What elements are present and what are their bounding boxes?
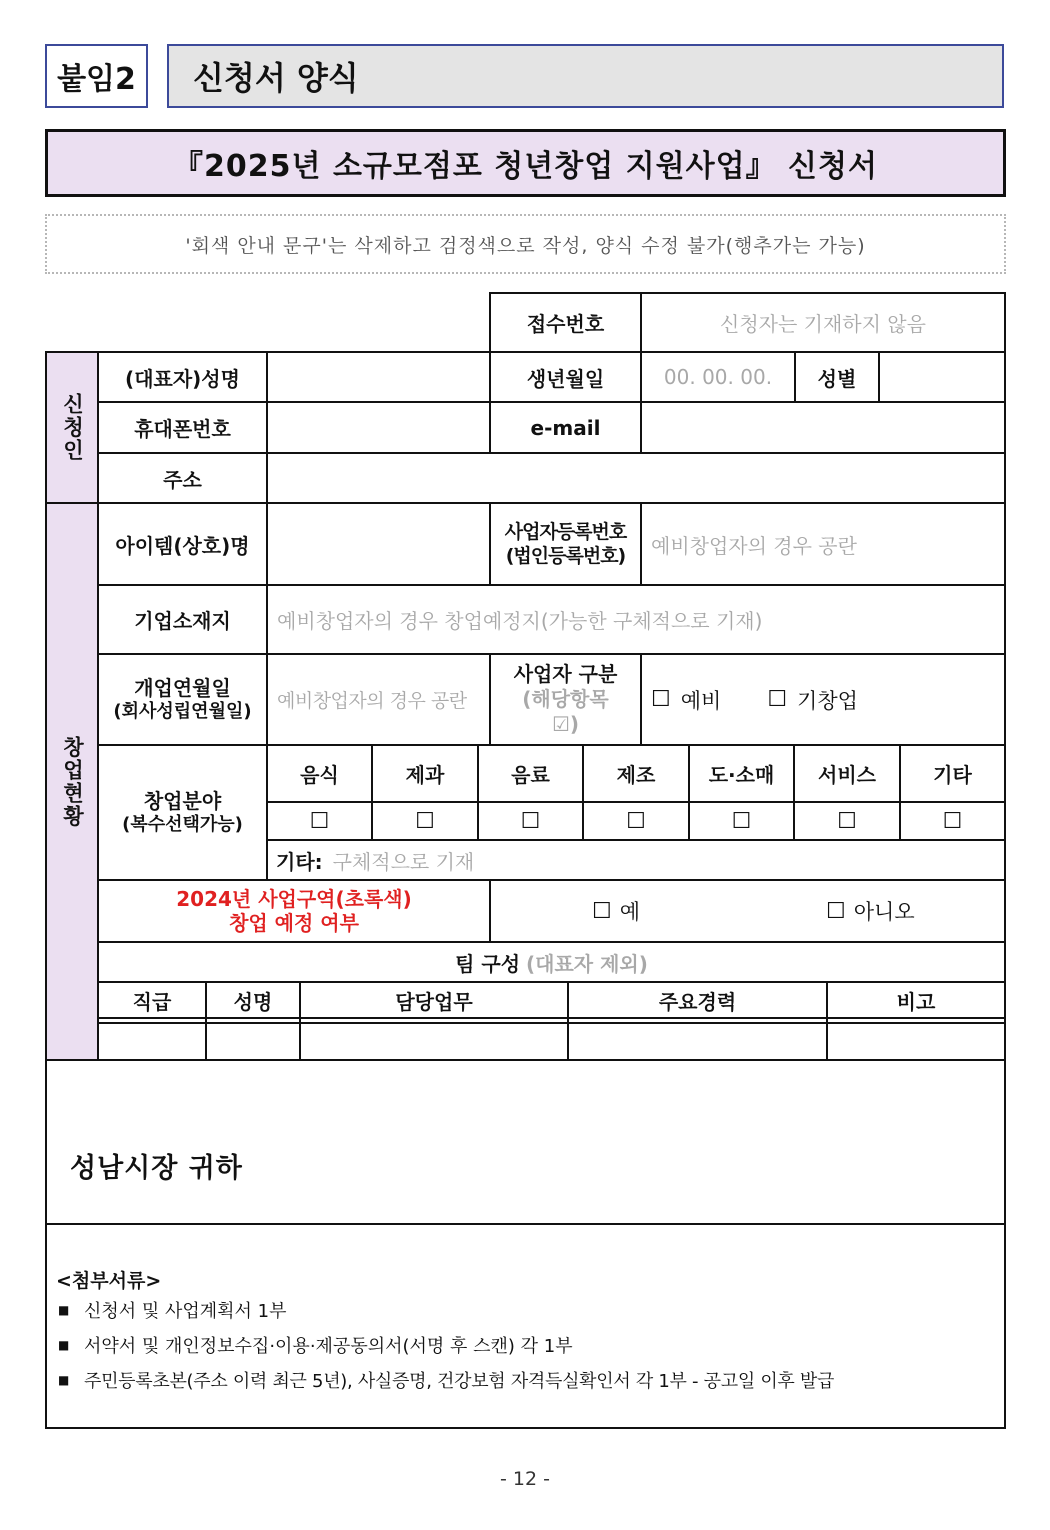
team-row-name[interactable] [206,1023,300,1060]
business-type-title: 사업자 구분 [513,662,618,686]
business-type-label [490,654,641,745]
bullet-icon: ■ [58,1372,70,1387]
address-label: 주소 [163,467,202,492]
applicant-section-label [46,352,98,502]
phone-field[interactable] [267,402,490,453]
business-type-hint-2: ☑) [551,712,580,736]
email-label: e-mail [530,415,601,440]
item-name-label: 아이템(상호)명 [115,533,250,558]
team-header-position: 직급 [132,989,172,1014]
item-name-field[interactable] [267,503,490,585]
field-header-retail: 도·소매 [708,763,775,787]
team-title: 팀 구성 [455,951,521,976]
open-date-label [98,654,267,745]
page-number: - 12 - [500,1468,550,1490]
other-field-label: 기타: [276,849,323,874]
team-header-duty: 담당업무 [395,989,473,1014]
open-date-label-line1: 개업연월일 [134,675,231,700]
attachment-item [58,1362,998,1397]
bullet-icon: ■ [58,1337,70,1352]
registration-number-label-line2: (법인등록번호) [505,545,626,567]
attachments-list [58,1292,998,1397]
email-field[interactable] [641,402,1005,453]
business-type-hint-1: (해당항목 [522,687,609,711]
registration-number-label-line1: 사업자등록번호 [504,521,627,543]
attachments-title: <첨부서류> [56,1270,162,1292]
field-header-food: 음식 [300,763,339,787]
business-field-label-line2: (복수선택가능) [122,813,243,835]
name-field[interactable] [267,352,490,402]
team-header-note: 비고 [896,989,936,1014]
checkbox-service[interactable]: ☐ [837,808,857,834]
field-header-other: 기타 [933,763,972,787]
checkbox-bakery[interactable]: ☐ [415,808,435,834]
registration-number-label [490,503,641,585]
zone-no-label: 아니오 [853,900,915,924]
birth-date-label: 생년월일 [526,366,605,391]
open-date-field[interactable]: 예비창업자의 경우 공란 [277,690,467,712]
attachment-item [58,1327,998,1362]
field-header-bakery: 제과 [405,763,445,787]
gender-label: 성별 [817,366,857,391]
business-section-label [46,503,98,1060]
team-header-career: 주요경력 [658,989,737,1014]
checkbox-zone-no[interactable]: ☐ [826,898,846,924]
checkbox-food[interactable]: ☐ [309,808,330,834]
receipt-number-label: 접수번호 [526,312,605,336]
team-row-note[interactable] [827,1023,1005,1060]
company-location-label: 기업소재지 [134,609,231,633]
field-header-service: 서비스 [818,763,876,787]
checkbox-pre-startup[interactable]: ☐ [651,687,671,712]
field-header-beverage: 음료 [511,763,550,787]
team-header-name: 성명 [233,989,273,1014]
business-zone-options [490,880,1005,942]
business-zone-label-line1: 2024년 사업구역(초록색) [176,887,412,911]
business-section-text: 창업현황 [60,735,85,828]
team-row-career[interactable] [568,1023,827,1060]
business-type-options [641,654,1005,745]
field-header-manufacturing: 제조 [616,763,656,787]
bullet-icon: ■ [58,1302,70,1317]
business-field-label [98,745,267,880]
option-existing-startup-label: 기창업 [797,688,858,713]
gender-field[interactable] [879,352,1005,402]
applicant-section-text: 신청인 [60,392,85,462]
zone-yes-label: 예 [619,900,641,924]
instruction-notice: '회색 안내 문구'는 삭제하고 검정색으로 작성, 양식 수정 불가(행추가는 가능) [45,214,1006,274]
business-zone-label-line2: 창업 예정 여부 [229,911,359,935]
checkbox-zone-yes[interactable]: ☐ [592,898,612,924]
checkbox-retail[interactable]: ☐ [731,808,752,834]
phone-label: 휴대폰번호 [134,417,231,441]
section-title: 신청서 양식 [167,44,1004,108]
team-note: (대표자 제외) [526,951,648,976]
attachment-item-text: 서약서 및 개인정보수집·이용·제공동의서(서명 후 스캔) 각 1부 [84,1335,573,1357]
attachment-item-text: 신청서 및 사업계획서 1부 [84,1300,287,1322]
company-location-field[interactable]: 예비창업자의 경우 창업예정지(가능한 구체적으로 기재) [277,609,763,633]
receipt-number-field[interactable]: 신청자는 기재하지 않음 [720,312,926,336]
checkbox-manufacturing[interactable]: ☐ [626,808,646,834]
checkbox-other[interactable]: ☐ [942,808,963,834]
business-field-label-line1: 창업분야 [143,788,222,813]
business-zone-label [98,880,490,942]
option-pre-startup-label: 예비 [680,688,722,713]
addressee: 성남시장 귀하 [70,1153,243,1184]
document-title: 『2025년 소규모점포 청년창업 지원사업』 신청서 [45,129,1006,197]
birth-date-field[interactable]: 00. 00. 00. [663,365,773,389]
checkbox-beverage[interactable]: ☐ [520,808,541,834]
attachment-item-text: 주민등록초본(주소 이력 최근 5년), 사실증명, 건강보험 자격득실확인서 각 1부 - 공고일 이후 발급 [84,1370,835,1392]
attachment-item [58,1292,998,1327]
other-field-input[interactable]: 구체적으로 기재 [332,849,475,874]
team-composition-title [98,942,1005,982]
open-date-label-line2: (회사성립연월일) [113,700,252,722]
attachment-tag: 붙임2 [45,44,148,108]
other-field-row [276,840,1005,880]
name-label: (대표자)성명 [125,366,240,391]
checkbox-existing-startup[interactable]: ☐ [767,687,788,712]
team-row-duty[interactable] [300,1023,568,1060]
registration-number-field[interactable]: 예비창업자의 경우 공란 [651,533,857,558]
team-row-position[interactable] [98,1023,206,1060]
address-field[interactable] [267,453,1005,503]
